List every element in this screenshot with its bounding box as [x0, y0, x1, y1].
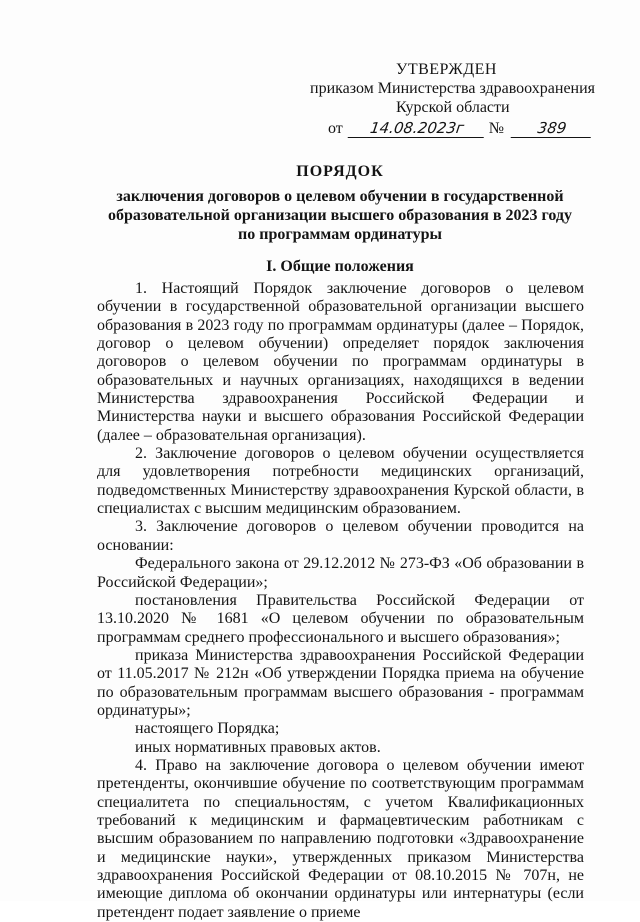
from-label: от: [328, 120, 343, 137]
paragraph: иных нормативных правовых актов.: [135, 738, 381, 756]
approval-title: УТВЕРЖДЕН: [396, 61, 497, 78]
number-label: №: [488, 120, 505, 137]
document-body: [97, 280, 584, 922]
document-title: ПОРЯДОК: [296, 163, 384, 180]
paragraph: 2. Заключение договоров о целевом обучении осуществляется для удовлетворения потребности медицинских организаций, подведомственных Министерству здравоохранения Курской области, в специалистах с высшим медицинским образованием.: [97, 445, 584, 518]
paragraph: настоящего Порядка;: [135, 720, 280, 738]
handwritten-date: 14.08.2023г: [347, 119, 486, 138]
paragraph: 4. Право на заключение договора о целевом обучении имеют претенденты, окончившие обучение по соответствующим программам специалитета по специальностям, с учетом Квалификационных требований к медицинским и фармацевтическим работникам с высшим образованием по направлению подготовки «Здравоохранение и медицинские науки», утвержденных приказом Министерства здравоохранения Российской Федерации от 08.10.2015 № 707н, не имеющие диплома об окончании ординатуры или интернатуры (если претендент подает заявление о приеме: [97, 756, 584, 921]
paragraph: приказа Министерства здравоохранения Российской Федерации от 11.05.2017 № 212н «Об утверждении Порядка приема на обучение по образовательным программам высшего образования - программам ординатуры»;: [97, 646, 584, 719]
document-subtitle-line: образовательной организации высшего образования в 2023 году: [107, 207, 572, 224]
handwritten-number: 389: [511, 119, 594, 138]
document-heading: [100, 162, 580, 244]
paragraph: 3. Заключение договоров о целевом обучении проводится на основании:: [97, 518, 584, 554]
paragraph: постановления Правительства Российской Федерации от 13.10.2020 № 1681 «О целевом обучении по образовательным программам среднего профессионального и высшего образования»;: [97, 591, 584, 646]
approval-block: [300, 60, 600, 141]
approval-order-line: приказом Министерства здравоохранения: [310, 80, 596, 97]
section-title: I. Общие положения: [266, 258, 414, 275]
approval-region-line: Курской области: [396, 99, 510, 116]
approval-date-line: [300, 119, 600, 141]
paragraph: Федерального закона от 29.12.2012 № 273-ФЗ «Об образовании в Российской Федерации»;: [97, 555, 584, 591]
paragraph: 1. Настоящий Порядок заключение договоров о целевом обучении в государственной образовательной организации высшего образования в 2023 году по программам ординатуры (далее – Порядок, договор о целевом обучении) определяет порядок заключения договоров о целевом обучении по программам ординатуры в образовательных и научных организациях, находящихся в ведении Министерства здравоохранения Российской Федерации и Министерства науки и высшего образования Российской Федерации (далее – образовательная организация).: [97, 280, 584, 444]
document-subtitle-line: по программам ординатуры: [238, 226, 442, 243]
document-subtitle-line: заключения договоров о целевом обучении в государственной: [116, 188, 564, 205]
